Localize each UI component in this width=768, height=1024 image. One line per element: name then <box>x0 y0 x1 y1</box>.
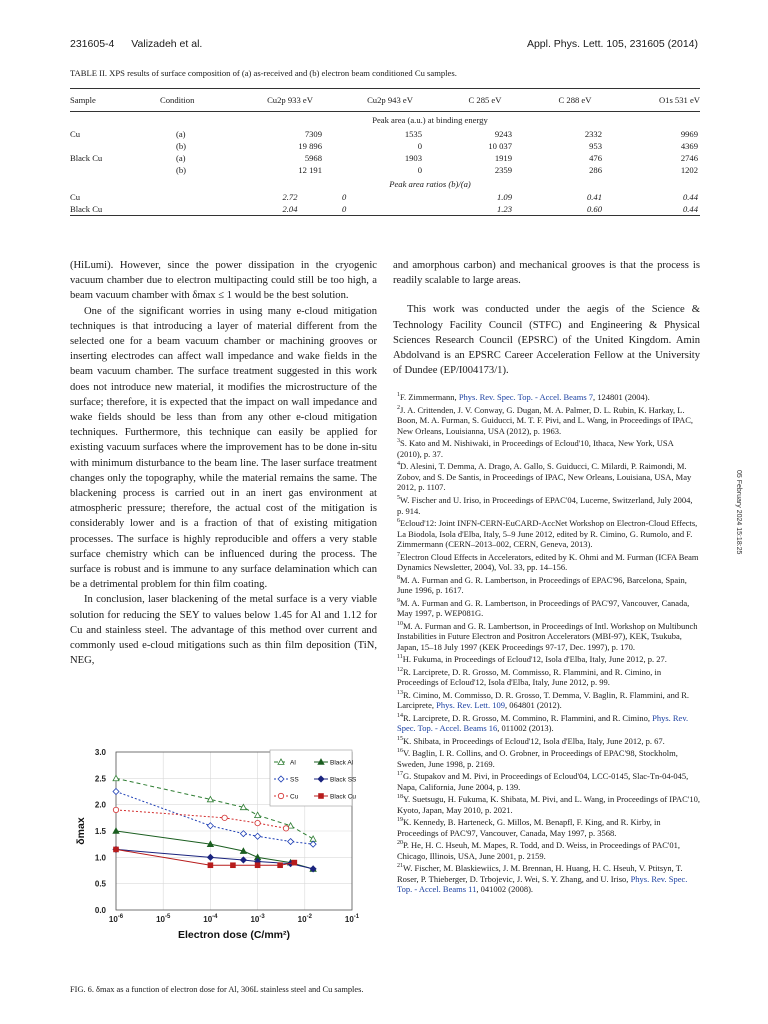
reference-number: 16 <box>397 748 403 755</box>
reference-number: 17 <box>397 771 403 778</box>
legend-label: Al <box>290 759 296 767</box>
reference-number: 15 <box>397 735 403 742</box>
reference-number: 13 <box>397 689 403 696</box>
reference-text: , 124801 (2004). <box>593 392 650 403</box>
col-header: Sample <box>70 89 160 112</box>
cell: (a) <box>176 129 186 139</box>
cell: 0 <box>340 203 440 216</box>
journal-citation: Appl. Phys. Lett. 105, 231605 (2014) <box>526 38 698 50</box>
cell: 0 <box>342 192 347 202</box>
paragraph: One of the significant worries in using many e-cloud mitigation techniques is that introducing a layer of material different from the selected one for a beam vacuum chamber or machining grooves or inserting electrodes can affect wall impedance and wake fields in the beam vacuum chamber. The surface treatment suggested in this work does not introduce new material, it modifies the microstructure of the surface; therefore, it is expected that the impact on wall impedance and wake fields should be less than from any other e-cloud mitigation techniques. Furthermore, this technique can easily be applied for existing vacuum surfaces where the improvement has to be done in-situ with minimum disturbance to the beam line. The laser surface treatment changes only the topography, while the material remains the same. The blackening process is carried out in an inert gas environment at atmospheric pressure; therefore, the actual cost of the mitigation is considerably lower and is a fraction of that of existing mitigation processes. The surface is highly reproducible and offers a very stable surface chemistry which can be influenced during the process. The surface is robust and is immune to any surface delamination which can be a detrimental problem for thin film coating. <box>70 305 377 591</box>
table-row <box>70 203 700 216</box>
cell <box>70 164 160 176</box>
data-point <box>288 839 294 845</box>
data-point <box>255 863 260 868</box>
reference-text: M. A. Furman and G. R. Lambertson, in Proceedings of EPAC'96, Barcelona, Spain, June 1996, p. 1617. <box>397 574 687 596</box>
cell: 4369 <box>680 141 698 151</box>
left-column <box>70 258 377 668</box>
cell: 0 <box>417 141 422 151</box>
table-row <box>70 164 700 176</box>
reference-item <box>393 596 700 619</box>
data-point <box>255 812 261 817</box>
paragraph: In conclusion, laser blackening of the metal surface is a very viable solution for reducing the SEY to values below 1.45 for Al and 1.12 for Cu and stainless steel. The advantage of this method over current and commonly used e-cloud mitigations such as thin film deposition (TiN, NEG, <box>70 594 377 667</box>
cell: (a) <box>176 153 186 163</box>
reference-number: 19 <box>397 817 403 824</box>
cell: 0.41 <box>586 192 602 202</box>
cell: 2332 <box>584 129 602 139</box>
reference-item <box>393 403 700 437</box>
reference-text: M. A. Furman and G. R. Lambertson, in Proceedings of PAC'97, Vancouver, Canada, May 1997, p. WEP081G. <box>397 597 690 619</box>
reference-text: H. Fukuma, in Proceedings of Ecloud'12, Isola d'Elba, Italy, June 2012, p. 27. <box>402 654 667 665</box>
data-point <box>207 823 213 829</box>
running-header-left <box>70 38 202 50</box>
reference-item <box>393 652 700 664</box>
data-point <box>283 826 288 831</box>
data-point <box>231 863 236 868</box>
paragraph: and amorphous carbon) and mechanical grooves is that the process is readily scalable to large areas. <box>393 260 700 287</box>
cell: 12 191 <box>298 165 322 175</box>
reference-number: 18 <box>397 794 403 801</box>
cell: 2746 <box>680 153 698 163</box>
cell: 0.44 <box>620 203 700 216</box>
reference-item <box>393 711 700 734</box>
cell: 9969 <box>680 129 698 139</box>
data-point <box>310 841 316 847</box>
data-point <box>255 820 260 825</box>
reference-item <box>393 573 700 596</box>
cell: Black Cu <box>70 203 160 216</box>
series-line <box>116 849 313 868</box>
reference-item <box>393 516 700 550</box>
reference-item <box>393 815 700 838</box>
data-point <box>114 847 119 852</box>
col-header: O1s 531 eV <box>620 89 700 112</box>
reference-item <box>393 688 700 711</box>
reference-item <box>393 746 700 769</box>
series-line <box>116 810 286 828</box>
reference-link[interactable]: Phys. Rev. Spec. Top. - Accel. Beams 11 <box>397 873 688 895</box>
y-axis-label: δmax <box>75 817 87 845</box>
reference-link[interactable]: Phys. Rev. Spec. Top. - Accel. Beams 7 <box>458 392 594 403</box>
paragraph: This work was conducted under the aegis of the Science & Technology Facility Council (STFC) and Engineering & Physical Sciences Research Council (EPSRC) of the United Kingdom. Amin Abdolvand is an EPSRC Career Acceleration Fellow at the University of Dundee (EP/I004173/1). <box>393 304 700 377</box>
data-point <box>208 863 213 868</box>
reference-number: 8 <box>397 574 400 581</box>
cell: 1202 <box>680 165 698 175</box>
x-tick-label: $10^{-4}$ <box>203 914 218 924</box>
cell: 10 037 <box>488 141 512 151</box>
data-point <box>255 833 261 839</box>
cell: 9243 <box>494 129 512 139</box>
reference-text: Ecloud'12: Joint INFN-CERN-EuCARD-AccNet Workshop on Electron-Cloud Effects, La Biodola, Isola d'Elba, Italy, 5–9 June 2012, edited by R. Cimino, G. Rumolo, and F. Zimmermann (CERN–2013–002, CERN, Geneva, 2013). <box>397 517 698 550</box>
cell: Cu <box>70 192 81 202</box>
cell: 1.23 <box>440 203 530 216</box>
reference-item <box>393 390 700 402</box>
table-row <box>70 128 700 140</box>
cell: 0 <box>417 165 422 175</box>
reference-text: K. Shibata, in Proceedings of Ecloud'12, Isola d'Elba, Italy, June 2012, p. 67. <box>403 735 665 746</box>
y-tick-label: 2.0 <box>94 800 106 810</box>
y-tick-label: 1.0 <box>94 853 106 863</box>
reference-item <box>393 792 700 815</box>
x-axis-label: Electron dose (C/mm²) <box>177 929 291 941</box>
reference-number: 9 <box>397 597 400 604</box>
y-tick-label: 0.0 <box>94 906 106 915</box>
data-point <box>292 860 297 865</box>
cell: 2359 <box>494 165 512 175</box>
x-tick-label: $10^{-3}$ <box>250 914 265 924</box>
reference-text: R. Larciprete, D. R. Grosso, M. Commisso, R. Flammini, and R. Cimino, in Proceedings of Ecloud'12, Isola d'Elba, Italy, June 2012, p. 99. <box>397 666 662 688</box>
cell: 19 896 <box>298 141 322 151</box>
reference-text: P. He, H. C. Hseuh, M. Mapes, R. Todd, and D. Weiss, in Proceedings of PAC'01, Chicago, Illinois, USA, June 2001, p. 2159. <box>397 840 681 861</box>
cell: 1.09 <box>496 192 512 202</box>
reference-text: W. Fischer, M. Blaskiewiics, J. M. Brennan, H. Huang, H. C. Hseuh, V. Ptitsyn, T. Roser, P. Thieberger, D. Trbojevic, J. Wei, S. Y. Zhang, and U. Iriso, <box>397 863 683 884</box>
reference-number: 7 <box>397 551 400 558</box>
reference-link[interactable]: Phys. Rev. Spec. Top. - Accel. Beams 16 <box>397 712 689 734</box>
reference-text: , 011002 (2013). <box>497 723 554 734</box>
cell: 286 <box>589 165 602 175</box>
reference-text: G. Stupakov and M. Pivi, in Proceedings of Ecloud'04, LCC-0145, Slac-Tn-04-045, Napa, California, June 2004, p. 139. <box>397 771 689 792</box>
cell: 953 <box>589 141 602 151</box>
xps-table <box>70 88 700 216</box>
cell: 2.72 <box>282 192 298 202</box>
table-caption: TABLE II. XPS results of surface composition of (a) as-received and (b) electron beam conditioned Cu samples. <box>70 68 457 78</box>
legend-label: Cu <box>290 793 299 801</box>
reference-item <box>393 619 700 653</box>
legend-marker <box>319 794 324 799</box>
reference-number: 11 <box>397 654 403 661</box>
reference-text: K. Kennedy, B. Harteneck, G. Millos, M. Benapfl, F. King, and R. Kirby, in Proceedings of PAC'97, Vancouver, Canada, May 1997, p. 3568. <box>397 817 661 838</box>
y-tick-label: 0.5 <box>94 879 106 889</box>
reference-item <box>393 861 700 895</box>
data-point <box>207 854 213 860</box>
reference-number: 5 <box>397 495 400 502</box>
reference-text: W. Fischer and U. Iriso, in Proceedings of EPAC'04, Lucerne, Switzerland, July 2004, p. 914. <box>397 494 693 516</box>
paragraph: (HiLumi). However, since the power dissipation in the cryogenic vacuum chamber due to electron multipacting could still be too high, a beam vacuum chamber with δmax ≤ 1 would be the best solution. <box>70 260 377 302</box>
reference-number: 20 <box>397 840 403 847</box>
col-header: Cu2p 943 eV <box>340 89 440 112</box>
y-tick-label: 1.5 <box>94 827 106 836</box>
reference-item <box>393 493 700 516</box>
subheader-ratio: Peak area ratios (b)/(a) <box>389 178 471 189</box>
x-tick-label: $10^{-6}$ <box>108 914 124 924</box>
cell: (b) <box>176 165 187 175</box>
table-row <box>70 191 700 203</box>
legend-label: Black Al <box>330 759 354 767</box>
data-point <box>113 807 118 812</box>
legend-label: Black SS <box>330 776 357 784</box>
cell: Black Cu <box>70 153 103 163</box>
figure-caption: FIG. 6. δmax as a function of electron dose for Al, 306L stainless steel and Cu samples. <box>70 985 364 994</box>
reference-number: 21 <box>397 863 403 870</box>
cell: 7309 <box>304 129 322 139</box>
legend-marker <box>278 793 283 798</box>
col-header: Cu2p 933 eV <box>240 89 340 112</box>
reference-text: Electron Cloud Effects in Accelerators, edited by K. Ohmi and M. Furman (ICFA Beam Dynamics Newsletter, 2004), Vol. 33, pp. 14–156. <box>397 551 699 573</box>
reference-text: J. A. Crittenden, J. V. Conway, G. Dugan, M. A. Palmer, D. L. Rubin, K. Harkay, L. Boon, M. A. Furman, S. Guiducci, M. T. F. Pivi, and L. Wang, in Proceedings of IPAC, New Orleans, Louisianna, USA (2012), p. 1963. <box>397 404 694 436</box>
download-timestamp: 05 February 2024 15:18:25 <box>735 470 742 555</box>
table-row <box>70 140 700 152</box>
data-point <box>278 863 283 868</box>
reference-number: 2 <box>397 404 400 411</box>
data-point <box>240 857 246 863</box>
data-point <box>113 789 119 795</box>
authors: Valizadeh et al. <box>131 38 203 50</box>
reference-text: R. Larciprete, D. R. Grosso, M. Commino, R. Flammini, and R. Cimino, <box>403 712 653 723</box>
data-point <box>310 836 316 841</box>
data-point <box>222 815 227 820</box>
legend-label: Black Cu <box>330 793 357 801</box>
x-tick-label: $10^{-1}$ <box>344 914 360 924</box>
reference-item <box>393 734 700 746</box>
data-point <box>113 775 119 780</box>
reference-number: 14 <box>397 712 403 719</box>
reference-number: 1 <box>397 392 400 399</box>
reference-text: Y. Suetsugu, H. Fukuma, K. Shibata, M. Pivi, and L. Wang, in Proceedings of IPAC'10, Kyoto, Japan, May 2010, p. 2021. <box>397 794 701 815</box>
reference-text: , 064801 (2012). <box>505 700 562 711</box>
reference-text: F. Zimmermann, <box>400 392 459 403</box>
reference-item <box>393 769 700 792</box>
cell: Cu <box>70 129 81 139</box>
cell: 2.04 <box>240 203 340 216</box>
reference-number: 10 <box>397 620 403 627</box>
cell <box>70 140 160 152</box>
reference-number: 6 <box>397 518 400 525</box>
reference-text: M. A. Furman and G. R. Lambertson, in Proceedings of Intl. Workshop on Multibunch Instabilities in Future Electron and Positron Accelerators (MBI-97), KEK, Tsukuba, Japan, 15–18 July 1997 (KEK Proceedings 97-17, Dec. 1997), p. 170. <box>397 620 698 652</box>
table-row <box>70 152 700 164</box>
reference-item <box>393 459 700 493</box>
cell: 1903 <box>404 153 422 163</box>
reference-text: R. Cimino, M. Commisso, D. R. Grosso, T. Demma, V. Baglin, R. Flammini, and R. Larciprete, <box>397 689 690 711</box>
reference-text: S. Kato and M. Nishiwaki, in Proceedings of Ecloud'10, Ithaca, New York, USA (2010), p. 37. <box>397 438 674 459</box>
reference-number: 3 <box>397 438 400 445</box>
legend-label: SS <box>290 776 299 784</box>
reference-item <box>393 665 700 688</box>
reference-link[interactable]: Phys. Rev. Lett. 109 <box>436 700 506 711</box>
page-id: 231605-4 <box>70 38 115 50</box>
data-point <box>240 831 246 837</box>
reference-text: D. Alesini, T. Demma, A. Drago, A. Gallo, S. Guiducci, C. Milardi, P. Raimondi, M. Zobov, and S. De Santis, in Proceedings of IPAC, New Orleans, Louisiana, USA, May 2012, p. 1107. <box>397 461 692 493</box>
reference-item <box>393 436 700 459</box>
col-header: Condition <box>160 89 240 112</box>
cell: 0.60 <box>530 203 620 216</box>
col-header: C 285 eV <box>440 89 530 112</box>
reference-text: , 041002 (2008). <box>476 884 534 895</box>
reference-item <box>393 550 700 573</box>
reference-list <box>393 390 700 895</box>
reference-number: 12 <box>397 666 403 673</box>
cell: 476 <box>589 153 602 163</box>
cell: 0.44 <box>682 192 698 202</box>
reference-item <box>393 838 700 861</box>
reference-text: V. Baglin, I. R. Collins, and O. Grobner, in Proceedings of EPAC'98, Stockholm, Sweden, June 1998, p. 2169. <box>397 748 678 769</box>
cell: (b) <box>176 141 187 151</box>
x-tick-label: $10^{-2}$ <box>297 914 312 924</box>
cell: 1919 <box>494 153 512 163</box>
y-tick-label: 2.5 <box>94 774 106 784</box>
subheader-area: Peak area (a.u.) at binding energy <box>372 115 488 125</box>
cell: 5968 <box>304 153 322 163</box>
y-tick-label: 3.0 <box>94 748 106 757</box>
col-header: C 288 eV <box>530 89 620 112</box>
right-column <box>393 258 700 895</box>
cell: 1535 <box>404 129 422 139</box>
sey-dose-chart <box>70 740 370 980</box>
reference-number: 4 <box>397 461 400 468</box>
x-tick-label: $10^{-5}$ <box>156 914 171 924</box>
